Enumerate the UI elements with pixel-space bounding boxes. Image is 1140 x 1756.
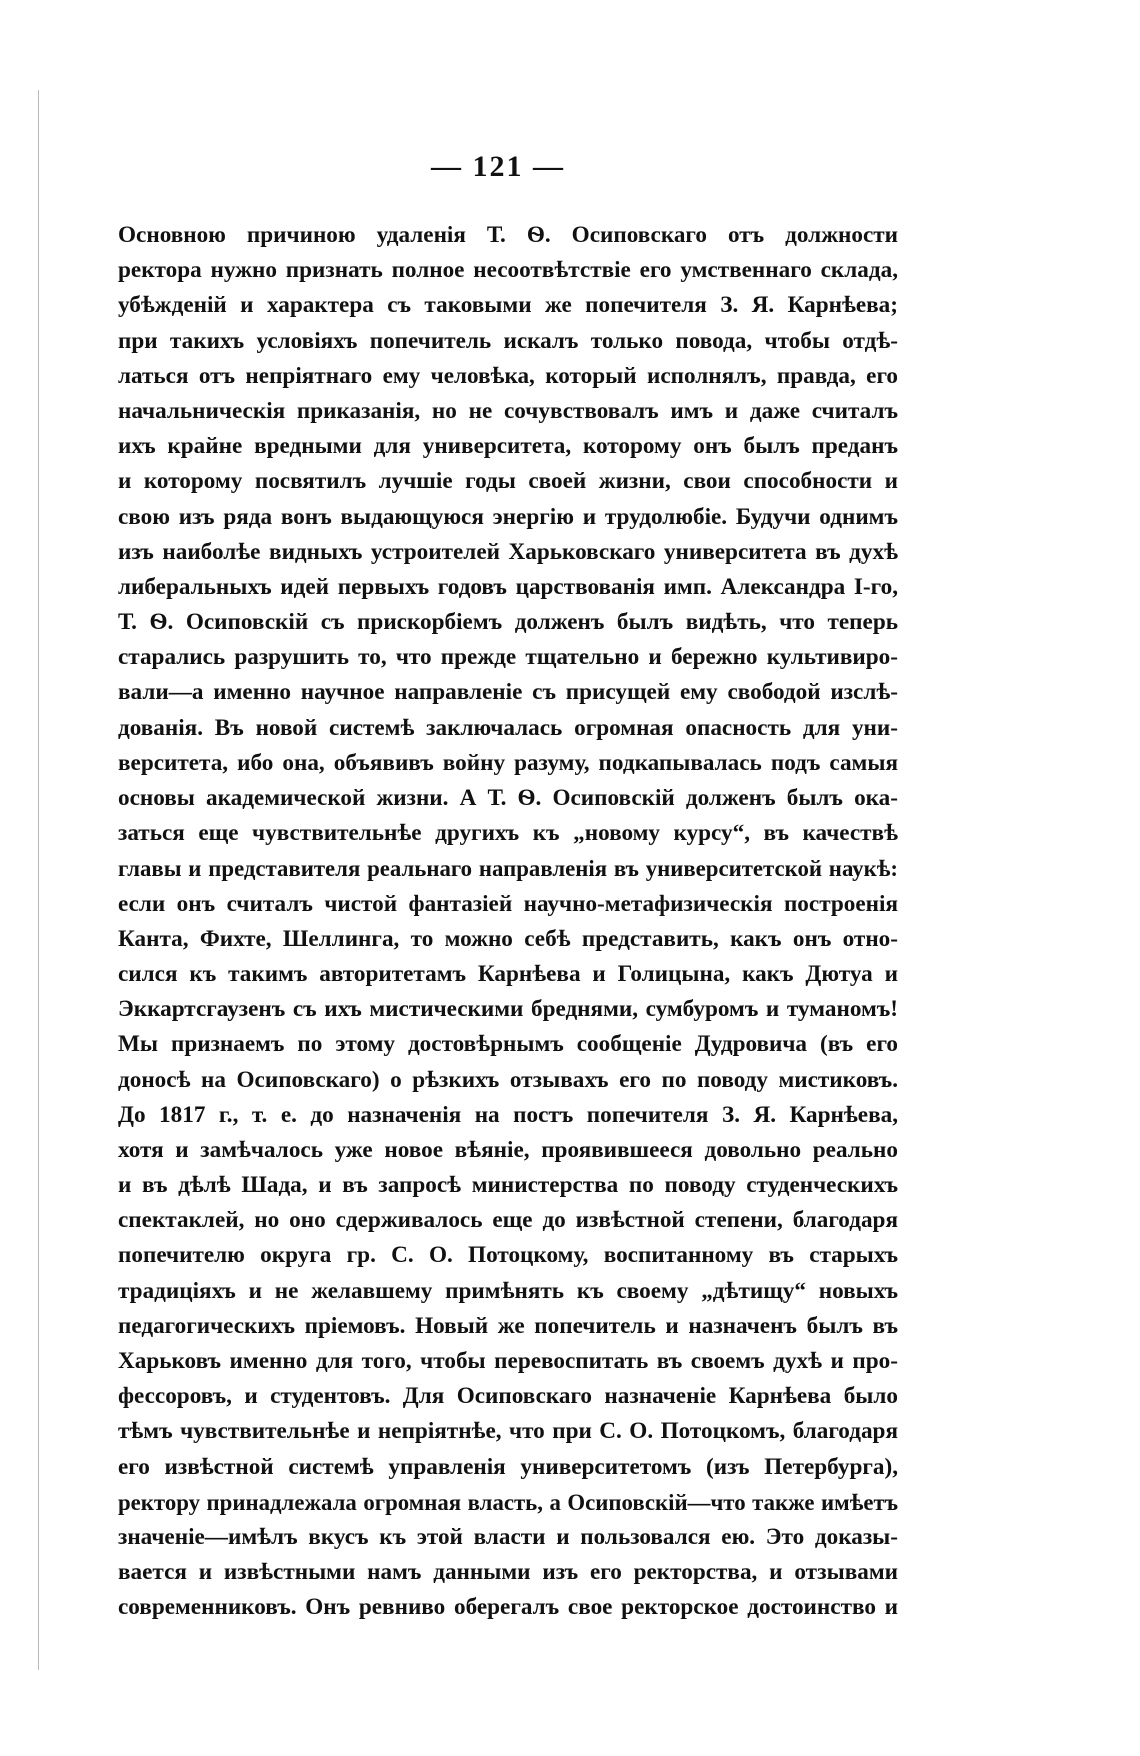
text-line: и въ дѣлѣ Шада, и въ запросѣ министерства по поводу студенческихъ: [118, 1172, 898, 1199]
text-line: его извѣстной системѣ управленія университетомъ (изъ Петербурга),: [118, 1453, 898, 1480]
book-page: [118, 150, 898, 1626]
text-line: фессоровъ, и студентовъ. Для Осиповскаго назначеніе Карнѣева было: [118, 1383, 898, 1410]
text-line: латься отъ непріятнаго ему человѣка, который исполнялъ, правда, его: [118, 362, 898, 389]
text-line: хотя и замѣчалось уже новое вѣяніе, проявившееся довольно реально: [118, 1136, 898, 1163]
text-line: До 1817 г., т. е. до назначенія на постъ попечителя З. Я. Карнѣева,: [118, 1101, 898, 1128]
text-line: верситета, ибо она, объявивъ войну разуму, подкапывалась подъ самыя: [118, 749, 898, 776]
text-line: и которому посвятилъ лучшіе годы своей жизни, свои способности и: [118, 468, 898, 495]
text-line: дованія. Въ новой системѣ заключалась огромная опасность для уни-: [118, 714, 898, 741]
text-line: вается и извѣстными намъ данными изъ его ректорства, и отзывами: [118, 1559, 898, 1586]
text-line: при такихъ условіяхъ попечитель искалъ только повода, чтобы отдѣ-: [118, 327, 898, 354]
text-line: убѣжденій и характера съ таковыми же попечителя З. Я. Карнѣева;: [118, 292, 898, 319]
text-line: Мы признаемъ по этому достовѣрнымъ сообщеніе Дудровича (въ его: [118, 1031, 898, 1058]
text-line: попечителю округа гр. С. О. Потоцкому, воспитанному въ старыхъ: [118, 1242, 898, 1269]
page-number: — 121 —: [431, 150, 565, 183]
text-line: сился къ такимъ авторитетамъ Карнѣева и Голицына, какъ Дютуа и: [118, 960, 898, 987]
text-line: тѣмъ чувствительнѣе и непріятнѣе, что при С. О. Потоцкомъ, благодаря: [118, 1418, 898, 1445]
text-line: ихъ крайне вредными для университета, которому онъ былъ преданъ: [118, 433, 898, 460]
text-line: ректора нужно признать полное несоотвѣтствіе его умственнаго склада,: [118, 257, 898, 284]
text-line: изъ наиболѣе видныхъ устроителей Харьковскаго университета въ духѣ: [118, 538, 898, 565]
text-line: Основною причиною удаленія Т. Ѳ. Осиповскаго отъ должности: [118, 222, 898, 248]
body-text: [118, 218, 898, 1626]
text-line: современниковъ. Онъ ревниво оберегалъ свое ректорское достоинство и: [118, 1594, 898, 1621]
text-line: старались разрушить то, что прежде тщательно и бережно культивиро-: [118, 644, 898, 671]
scan-edge: [38, 90, 39, 1670]
text-line: если онъ считалъ чистой фантазіей научно-метафизическія построенія: [118, 890, 898, 917]
text-line: вали—а именно научное направленіе съ присущей ему свободой изслѣ-: [118, 679, 898, 706]
text-line: значеніе—имѣлъ вкусъ къ этой власти и пользовался ею. Это доказы-: [118, 1523, 898, 1550]
text-line: ректору принадлежала огромная власть, а Осиповскій—что также имѣетъ: [118, 1489, 898, 1515]
text-line: либеральныхъ идей первыхъ годовъ царствованія имп. Александра I-го,: [118, 573, 898, 600]
text-line: спектаклей, но оно сдерживалось еще до извѣстной степени, благодаря: [118, 1207, 898, 1234]
text-line: основы академической жизни. А Т. Ѳ. Осиповскій долженъ былъ ока-: [118, 785, 898, 811]
text-line: Харьковъ именно для того, чтобы перевоспитать въ своемъ духѣ и про-: [118, 1348, 898, 1374]
text-line: традиціяхъ и не желавшему примѣнять къ своему „дѣтищу“ новыхъ: [118, 1277, 898, 1304]
text-line: начальническія приказанія, но не сочувствовалъ имъ и даже считалъ: [118, 397, 898, 424]
text-line: доносѣ на Осиповскаго) о рѣзкихъ отзывахъ его по поводу мистиковъ.: [118, 1066, 898, 1093]
text-line: свою изъ ряда вонъ выдающуюся энергію и трудолюбіе. Будучи однимъ: [118, 503, 898, 530]
text-line: главы и представителя реальнаго направленія въ университетской наукѣ:: [118, 856, 898, 882]
text-line: Т. Ѳ. Осиповскій съ прискорбіемъ долженъ былъ видѣть, что теперь: [118, 609, 898, 636]
text-line: заться еще чувствительнѣе другихъ къ „новому курсу“, въ качествѣ: [118, 820, 898, 847]
text-line: Эккартсгаузенъ съ ихъ мистическими бреднями, сумбуромъ и туманомъ!: [118, 996, 898, 1023]
text-line: педагогическихъ пріемовъ. Новый же попечитель и назначенъ былъ въ: [118, 1312, 898, 1339]
text-line: Канта, Фихте, Шеллинга, то можно себѣ представить, какъ онъ отно-: [118, 925, 898, 952]
